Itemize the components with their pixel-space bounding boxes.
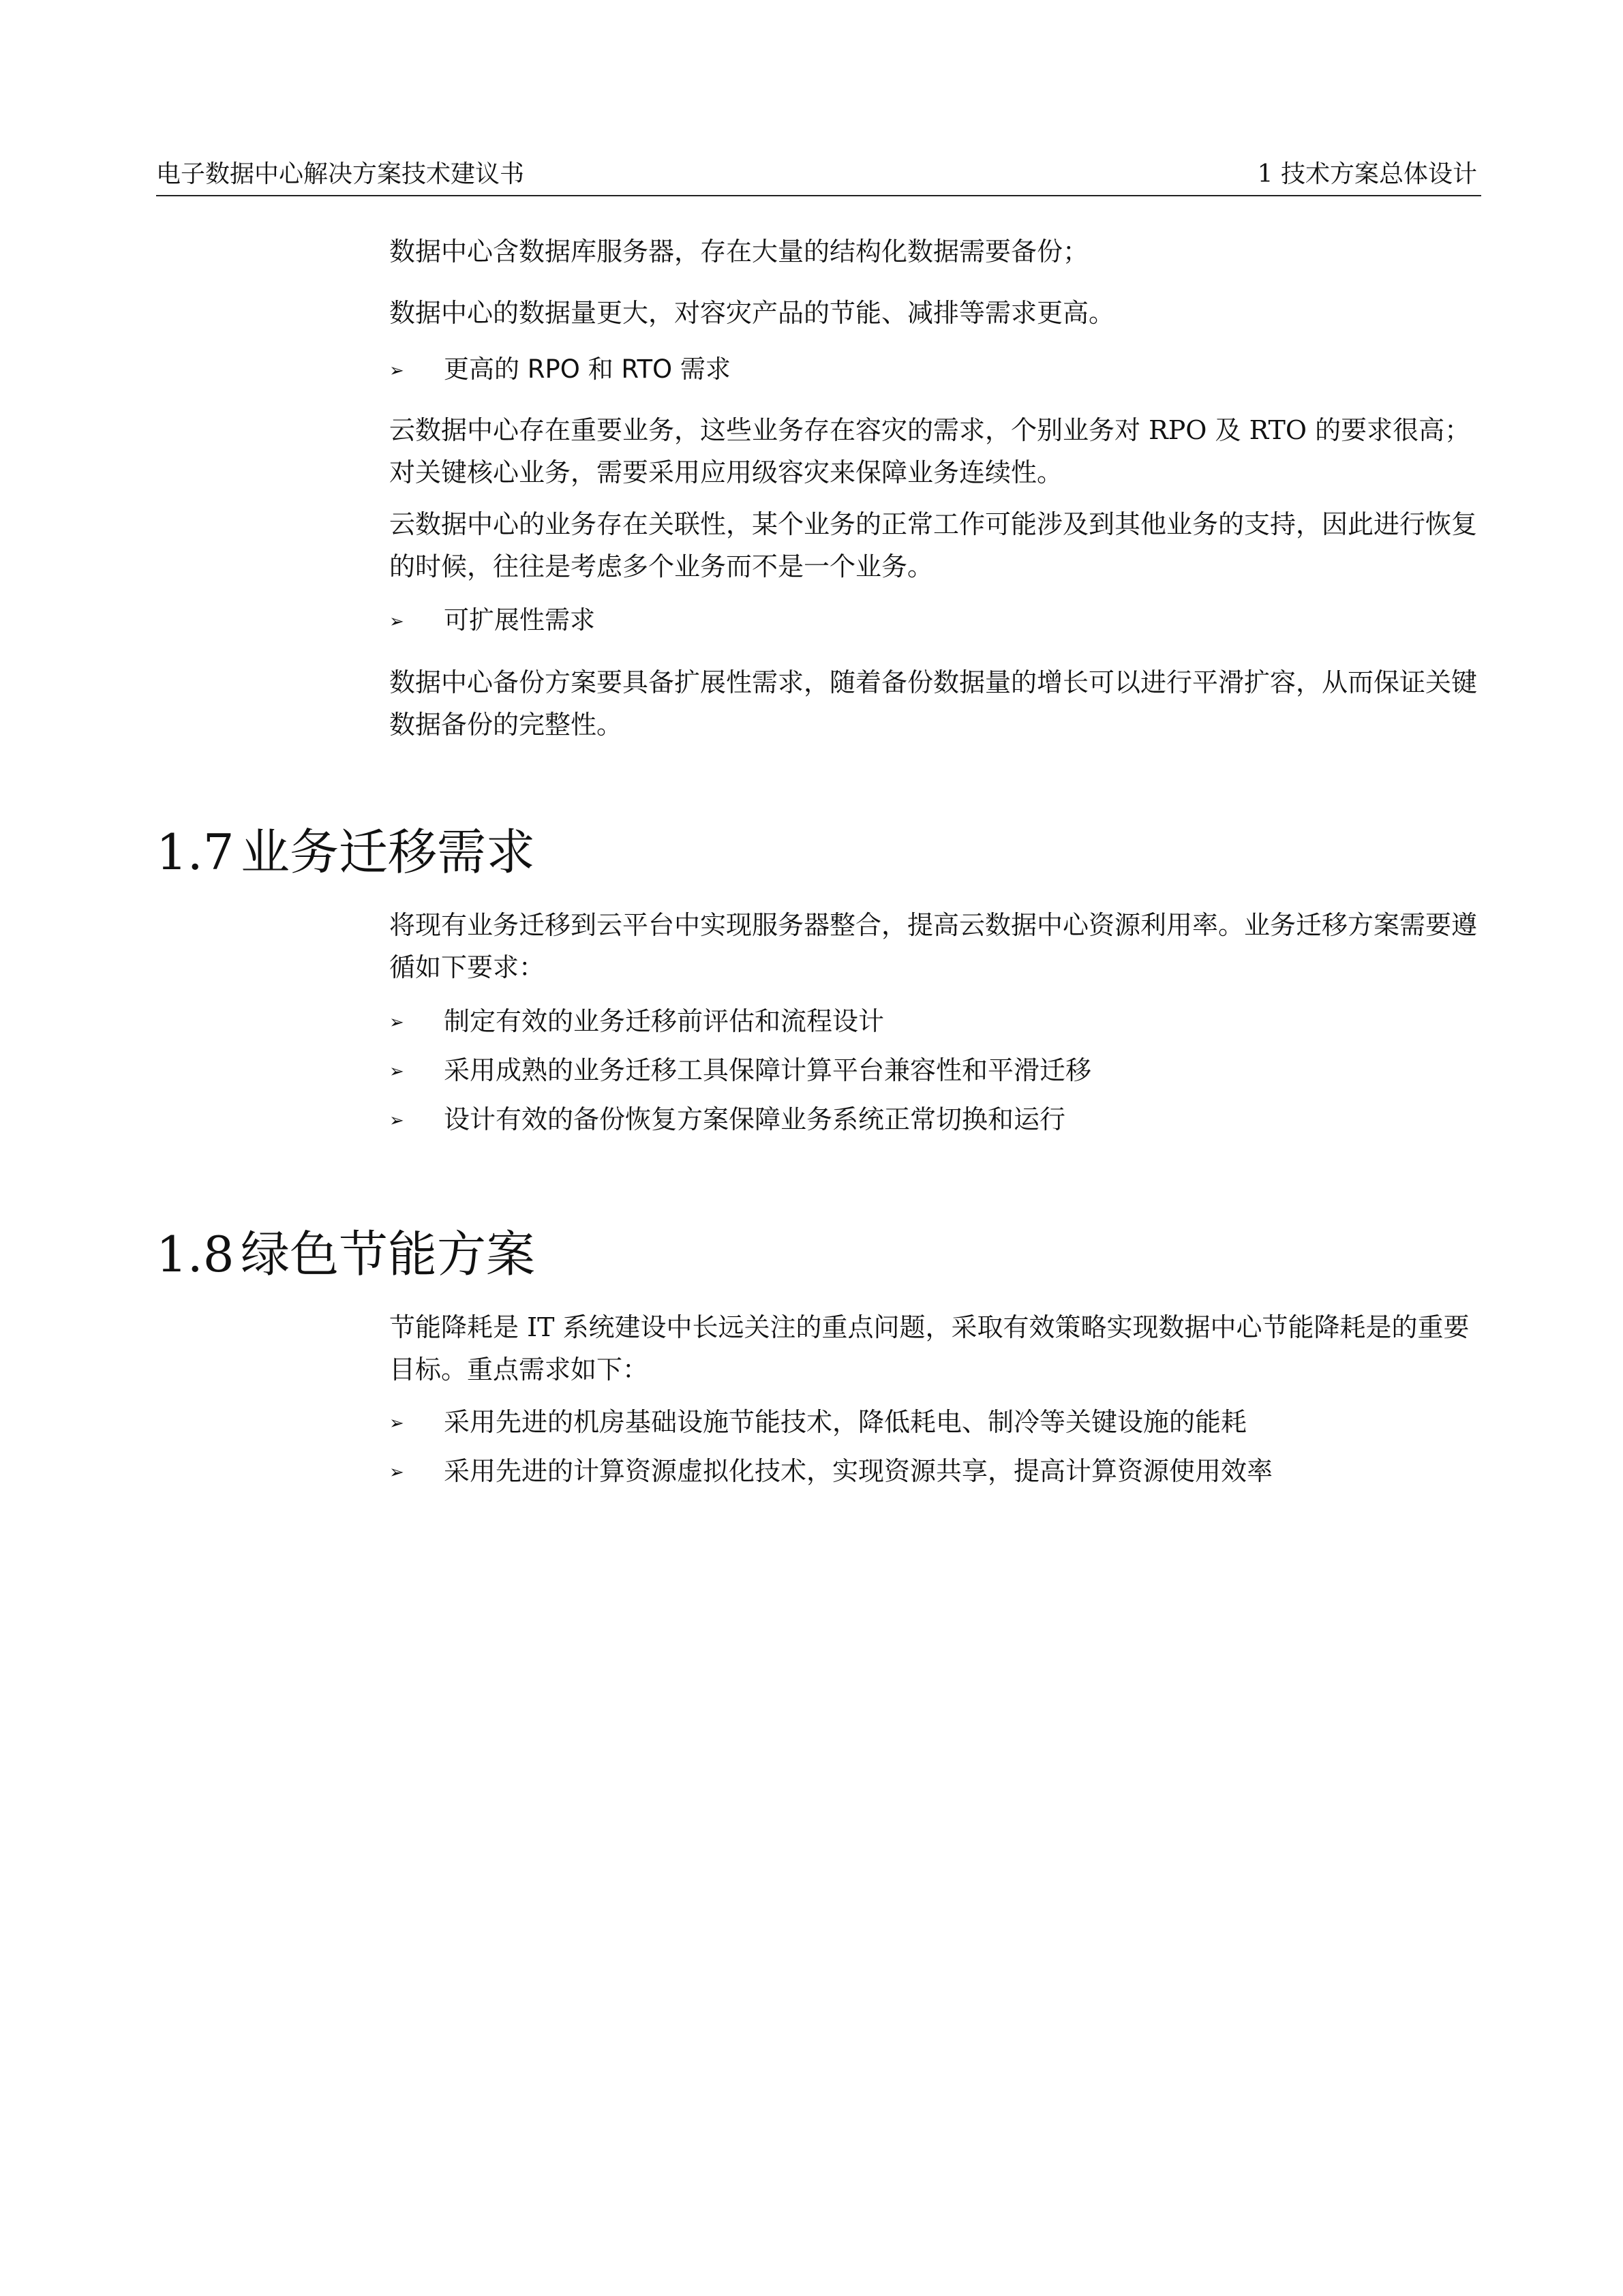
section-heading-1-7 xyxy=(156,818,535,886)
bullet-rpo-rto-text: 更高的 RPO 和 RTO 需求 xyxy=(444,354,731,384)
section-title: 业务迁移需求 xyxy=(241,824,536,881)
section-title: 绿色节能方案 xyxy=(241,1226,536,1283)
section-number: 1.8 xyxy=(156,1226,234,1283)
intro-paragraph-1: 数据中心含数据库服务器，存在大量的结构化数据需要备份； xyxy=(389,237,1089,267)
section-1-8-bullet-2 xyxy=(389,1451,1480,1492)
scalability-paragraph: 数据中心备份方案要具备扩展性需求，随着备份数据量的增长可以进行平滑扩容，从而保证关键数据备份的完整性。 xyxy=(389,667,1478,740)
bullet-text: 采用成熟的业务迁移工具保障计算平台兼容性和平滑迁移 xyxy=(444,1055,1092,1085)
section-1-7-bullet-1 xyxy=(389,1001,1480,1042)
page-header xyxy=(156,155,1481,196)
section-1-8-intro: 节能降耗是 IT 系统建设中长远关注的重点问题，采取有效策略实现数据中心节能降耗是的重要目标。重点需求如下： xyxy=(389,1312,1470,1385)
arrow-bullet-icon: ➢ xyxy=(389,1413,404,1434)
section-1-7-bullet-2 xyxy=(389,1050,1480,1091)
section-heading-1-8 xyxy=(156,1220,535,1288)
rpo-rto-paragraph-2: 云数据中心的业务存在关联性，某个业务的正常工作可能涉及到其他业务的支持，因此进行恢复的时候，往往是考虑多个业务而不是一个业务。 xyxy=(389,509,1478,581)
intro-paragraph-2: 数据中心的数据量更大，对容灾产品的节能、减排等需求更高。 xyxy=(389,298,1115,328)
rpo-rto-paragraph-1: 云数据中心存在重要业务，这些业务存在容灾的需求，个别业务对 RPO 及 RTO 的要求很高；对关键核心业务，需要采用应用级容灾来保障业务连续性。 xyxy=(389,415,1471,487)
arrow-bullet-icon: ➢ xyxy=(389,1462,404,1483)
arrow-bullet-icon: ➢ xyxy=(389,1012,404,1033)
arrow-bullet-icon: ➢ xyxy=(389,1111,404,1131)
section-number: 1.7 xyxy=(156,824,234,881)
bullet-text: 制定有效的业务迁移前评估和流程设计 xyxy=(444,1006,885,1036)
header-chapter-title: 1 技术方案总体设计 xyxy=(1257,160,1477,188)
bullet-scalability xyxy=(389,600,1480,641)
header-document-title: 电子数据中心解决方案技术建议书 xyxy=(156,160,525,188)
bullet-text: 采用先进的计算资源虚拟化技术，实现资源共享，提高计算资源使用效率 xyxy=(444,1456,1273,1486)
section-1-8-bullet-1 xyxy=(389,1402,1480,1442)
bullet-text: 采用先进的机房基础设施节能技术，降低耗电、制冷等关键设施的能耗 xyxy=(444,1407,1247,1437)
section-1-7-intro: 将现有业务迁移到云平台中实现服务器整合，提高云数据中心资源利用率。业务迁移方案需要遵循如下要求： xyxy=(389,910,1478,982)
arrow-bullet-icon: ➢ xyxy=(389,361,404,381)
bullet-rpo-rto xyxy=(389,349,1480,390)
arrow-bullet-icon: ➢ xyxy=(389,611,404,632)
section-1-7-bullet-3 xyxy=(389,1099,1480,1140)
bullet-scalability-text: 可扩展性需求 xyxy=(444,605,595,635)
bullet-text: 设计有效的备份恢复方案保障业务系统正常切换和运行 xyxy=(444,1104,1066,1134)
arrow-bullet-icon: ➢ xyxy=(389,1061,404,1082)
